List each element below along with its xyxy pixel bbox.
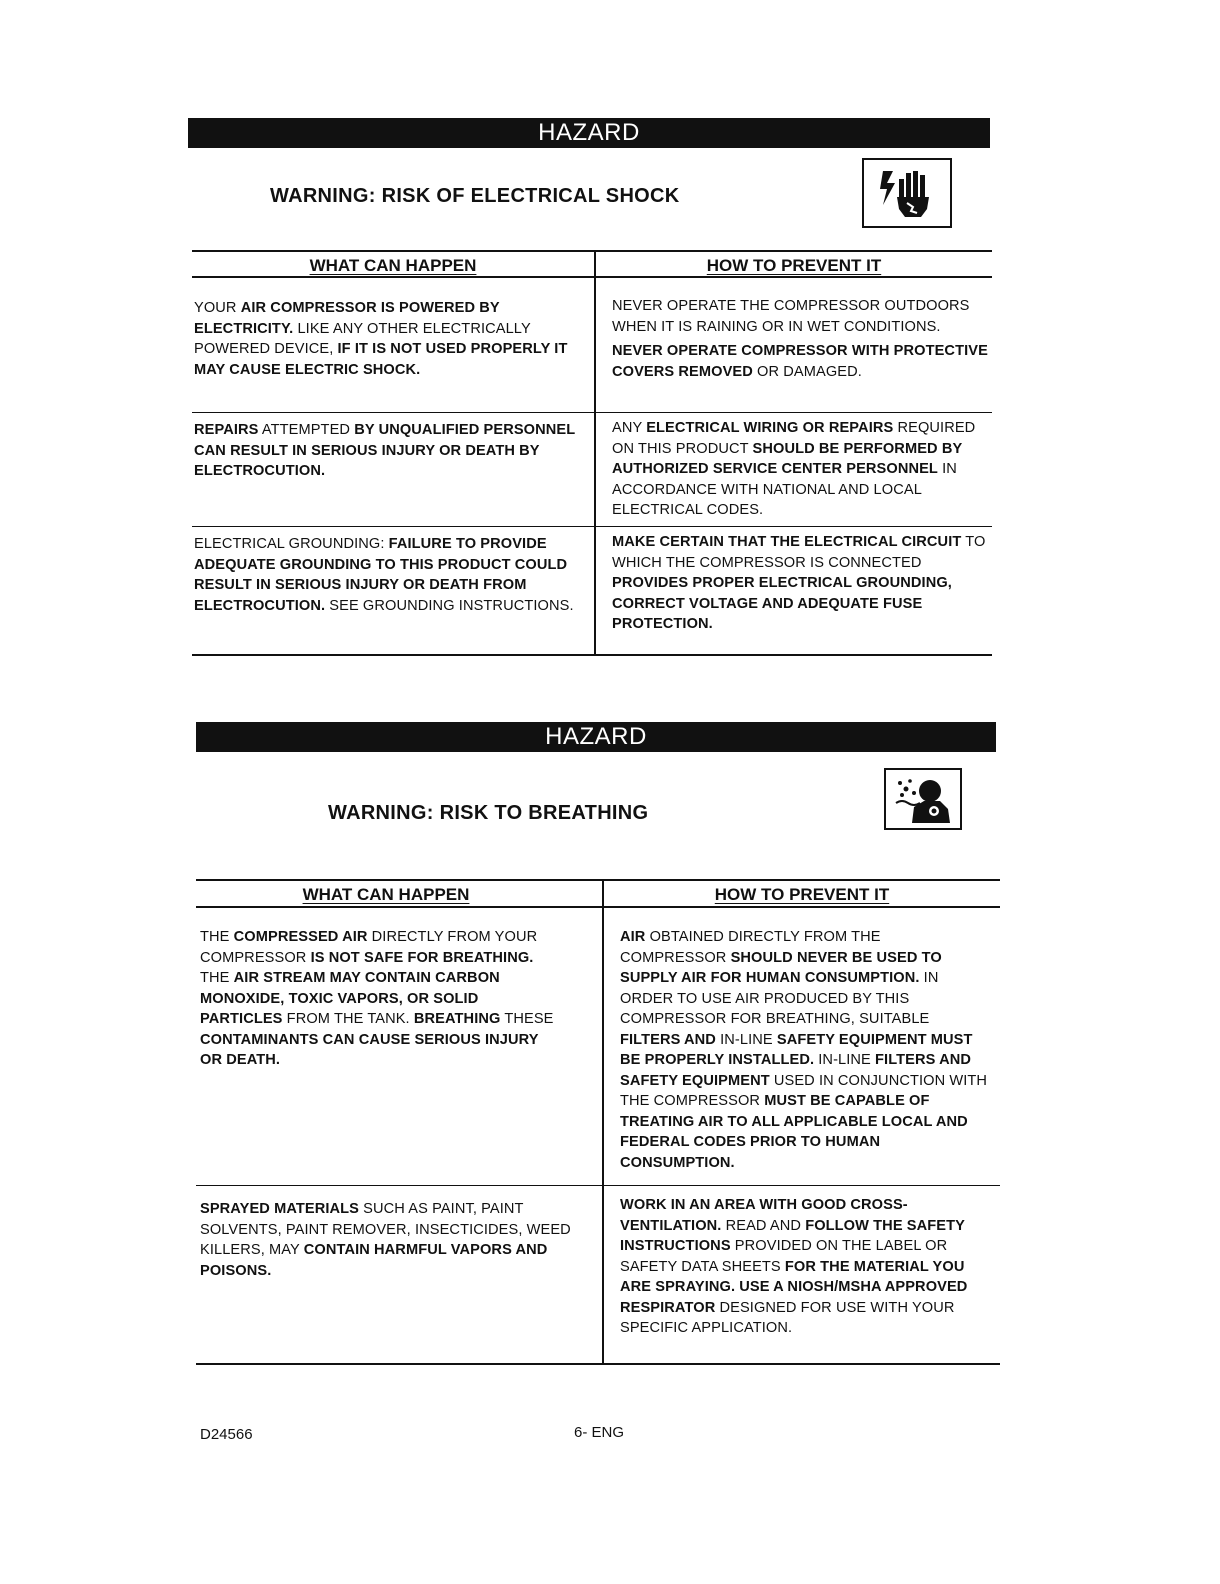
text-run: FROM THE TANK. xyxy=(282,1011,414,1027)
text-run: OBTAINED DIRECTLY FROM THE COMPRESSOR xyxy=(620,929,881,966)
text-run: SEE GROUNDING INSTRUCTIONS. xyxy=(325,597,574,614)
s2-row1-what xyxy=(200,927,562,1071)
text-run: AIR STREAM MAY CONTAIN CARBON MONOXIDE, TOXIC VAPORS, OR SOLID PARTICLES xyxy=(200,970,500,1027)
text-run: SHOULD BE PERFORMED BY AUTHORIZED SERVICE CENTER PERSONNEL xyxy=(612,440,963,477)
text-run: THE xyxy=(200,929,234,945)
text-run: IS NOT SAFE FOR BREATHING. xyxy=(310,949,534,966)
text-run: CONTAIN HARMFUL VAPORS AND POISONS. xyxy=(200,1242,548,1279)
text-run: OR DAMAGED. xyxy=(752,363,862,380)
s1-row3-what xyxy=(194,534,579,616)
header-what-can-happen: WHAT CAN HAPPEN xyxy=(302,885,470,904)
text-run: READ AND xyxy=(721,1217,806,1234)
text-run: NEVER OPERATE THE COMPRESSOR OUTDOORS WHEN IT IS RAINING OR IN WET CONDITIONS. xyxy=(612,298,970,335)
text-run: SUCH AS PAINT, PAINT SOLVENTS, PAINT REMOVER, INSECTICIDES, WEED KILLERS, MAY xyxy=(200,1201,571,1258)
text-run: FOLLOW THE SAFETY INSTRUCTIONS xyxy=(620,1217,965,1254)
text-run: IF IT IS NOT USED PROPERLY IT MAY CAUSE ELECTRIC SHOCK. xyxy=(194,341,568,378)
hazard-banner-electrical xyxy=(188,118,990,148)
paragraph xyxy=(620,927,990,1173)
text-run: COMPRESSED AIR xyxy=(233,929,368,945)
paragraph xyxy=(612,296,990,337)
text-run: IN-LINE xyxy=(814,1052,876,1068)
text-run: ELECTRICAL WIRING OR REPAIRS xyxy=(646,420,894,436)
text-run: DESIGNED FOR USE WITH YOUR SPECIFIC APPLICATION. xyxy=(620,1299,955,1336)
text-run: SAFETY EQUIPMENT MUST BE PROPERLY INSTALLED. xyxy=(620,1031,973,1068)
text-run: BY UNQUALIFIED PERSONNEL CAN RESULT IN SERIOUS INJURY OR DEATH BY ELECTROCUTION. xyxy=(194,422,575,479)
s1-row1-prevent xyxy=(612,296,990,386)
text-run: REQUIRED ON THIS PRODUCT xyxy=(612,420,976,457)
paragraph xyxy=(620,1195,990,1339)
warning-title-electrical: WARNING: RISK OF ELECTRICAL SHOCK xyxy=(270,185,680,207)
text-run: IN-LINE xyxy=(715,1031,777,1048)
text-run: WORK IN AN AREA WITH GOOD CROSS-VENTILATION. xyxy=(620,1197,908,1234)
text-run: FOR THE MATERIAL YOU ARE SPRAYING. USE A NIOSH/MSHA APPROVED RESPIRATOR xyxy=(620,1258,968,1316)
text-run: AIR COMPRESSOR IS POWERED BY ELECTRICITY. xyxy=(194,300,500,337)
text-run: AIR xyxy=(620,929,646,945)
warning-title-breathing: WARNING: RISK TO BREATHING xyxy=(328,802,649,824)
text-run: SPRAYED MATERIALS xyxy=(200,1201,360,1217)
text-run: PROVIDES PROPER ELECTRICAL GROUNDING, CORRECT VOLTAGE AND ADEQUATE FUSE PROTECTION. xyxy=(612,575,952,632)
hazard-table-electrical xyxy=(192,250,992,656)
s1-row2-what xyxy=(194,420,579,482)
s1-row3-prevent xyxy=(612,532,990,639)
breathing-hazard-icon xyxy=(884,768,962,830)
s1-row2-prevent xyxy=(612,418,990,525)
s2-row2-what xyxy=(200,1199,585,1281)
paragraph xyxy=(612,418,990,521)
s2-row2-prevent xyxy=(620,1195,990,1343)
paragraph xyxy=(612,532,990,635)
text-run: LIKE ANY OTHER ELECTRICALLY POWERED DEVICE, xyxy=(194,320,531,357)
text-run: THESE xyxy=(500,1011,554,1027)
text-run: ATTEMPTED xyxy=(258,422,355,438)
text-run: REPAIRS xyxy=(194,422,259,438)
header-how-to-prevent: HOW TO PREVENT IT xyxy=(706,256,882,275)
text-run: CONTAMINANTS CAN CAUSE SERIOUS INJURY OR DEATH. xyxy=(200,1031,539,1068)
text-run: IN ACCORDANCE WITH NATIONAL AND LOCAL ELECTRICAL CODES. xyxy=(612,461,957,518)
header-what-can-happen: WHAT CAN HAPPEN xyxy=(309,256,477,275)
text-run: USED IN CONJUNCTION WITH THE COMPRESSOR xyxy=(620,1072,988,1109)
text-run: TO WHICH THE COMPRESSOR IS CONNECTED xyxy=(612,534,986,571)
text-run: FILTERS AND xyxy=(620,1031,716,1048)
text-run: MUST BE CAPABLE OF TREATING AIR TO ALL APPLICABLE LOCAL AND FEDERAL CODES PRIOR TO HUMAN CONSUMPTION. xyxy=(620,1093,968,1171)
s2-row1-prevent xyxy=(620,927,990,1177)
electrical-shock-icon xyxy=(862,158,952,228)
header-how-to-prevent: HOW TO PREVENT IT xyxy=(714,885,890,904)
document-code: D24566 xyxy=(200,1426,253,1443)
hazard-banner-label: HAZARD xyxy=(538,119,640,146)
text-run: DIRECTLY FROM YOUR COMPRESSOR xyxy=(200,929,538,966)
text-run: FAILURE TO PROVIDE ADEQUATE GROUNDING TO THIS PRODUCT COULD RESULT IN SERIOUS INJURY OR DEATH FROM ELECTROCUTION. xyxy=(194,536,568,614)
text-run: MAKE CERTAIN THAT THE ELECTRICAL CIRCUIT xyxy=(612,534,962,550)
text-run: FILTERS AND SAFETY EQUIPMENT xyxy=(620,1052,971,1089)
hazard-table-breathing xyxy=(196,879,1000,1365)
s1-row1-what xyxy=(194,298,579,380)
page-number: 6- ENG xyxy=(574,1424,625,1441)
hazard-banner-label: HAZARD xyxy=(545,723,647,750)
text-run: IN ORDER TO USE AIR PRODUCED BY THIS COMPRESSOR FOR BREATHING, SUITABLE xyxy=(620,970,939,1027)
text-run: SHOULD NEVER BE USED TO SUPPLY AIR FOR HUMAN CONSUMPTION. xyxy=(620,949,942,986)
text-run: ANY xyxy=(612,420,647,436)
hazard-banner-breathing xyxy=(196,722,996,752)
text-run: NEVER OPERATE COMPRESSOR WITH PROTECTIVE COVERS REMOVED xyxy=(612,343,988,380)
text-run: THE xyxy=(200,970,234,986)
paragraph xyxy=(612,341,990,382)
text-run: YOUR xyxy=(194,300,241,316)
text-run: BREATHING xyxy=(413,1011,501,1027)
text-run: ELECTRICAL GROUNDING: xyxy=(194,536,389,552)
text-run: PROVIDED ON THE LABEL OR SAFETY DATA SHEETS xyxy=(620,1238,948,1275)
